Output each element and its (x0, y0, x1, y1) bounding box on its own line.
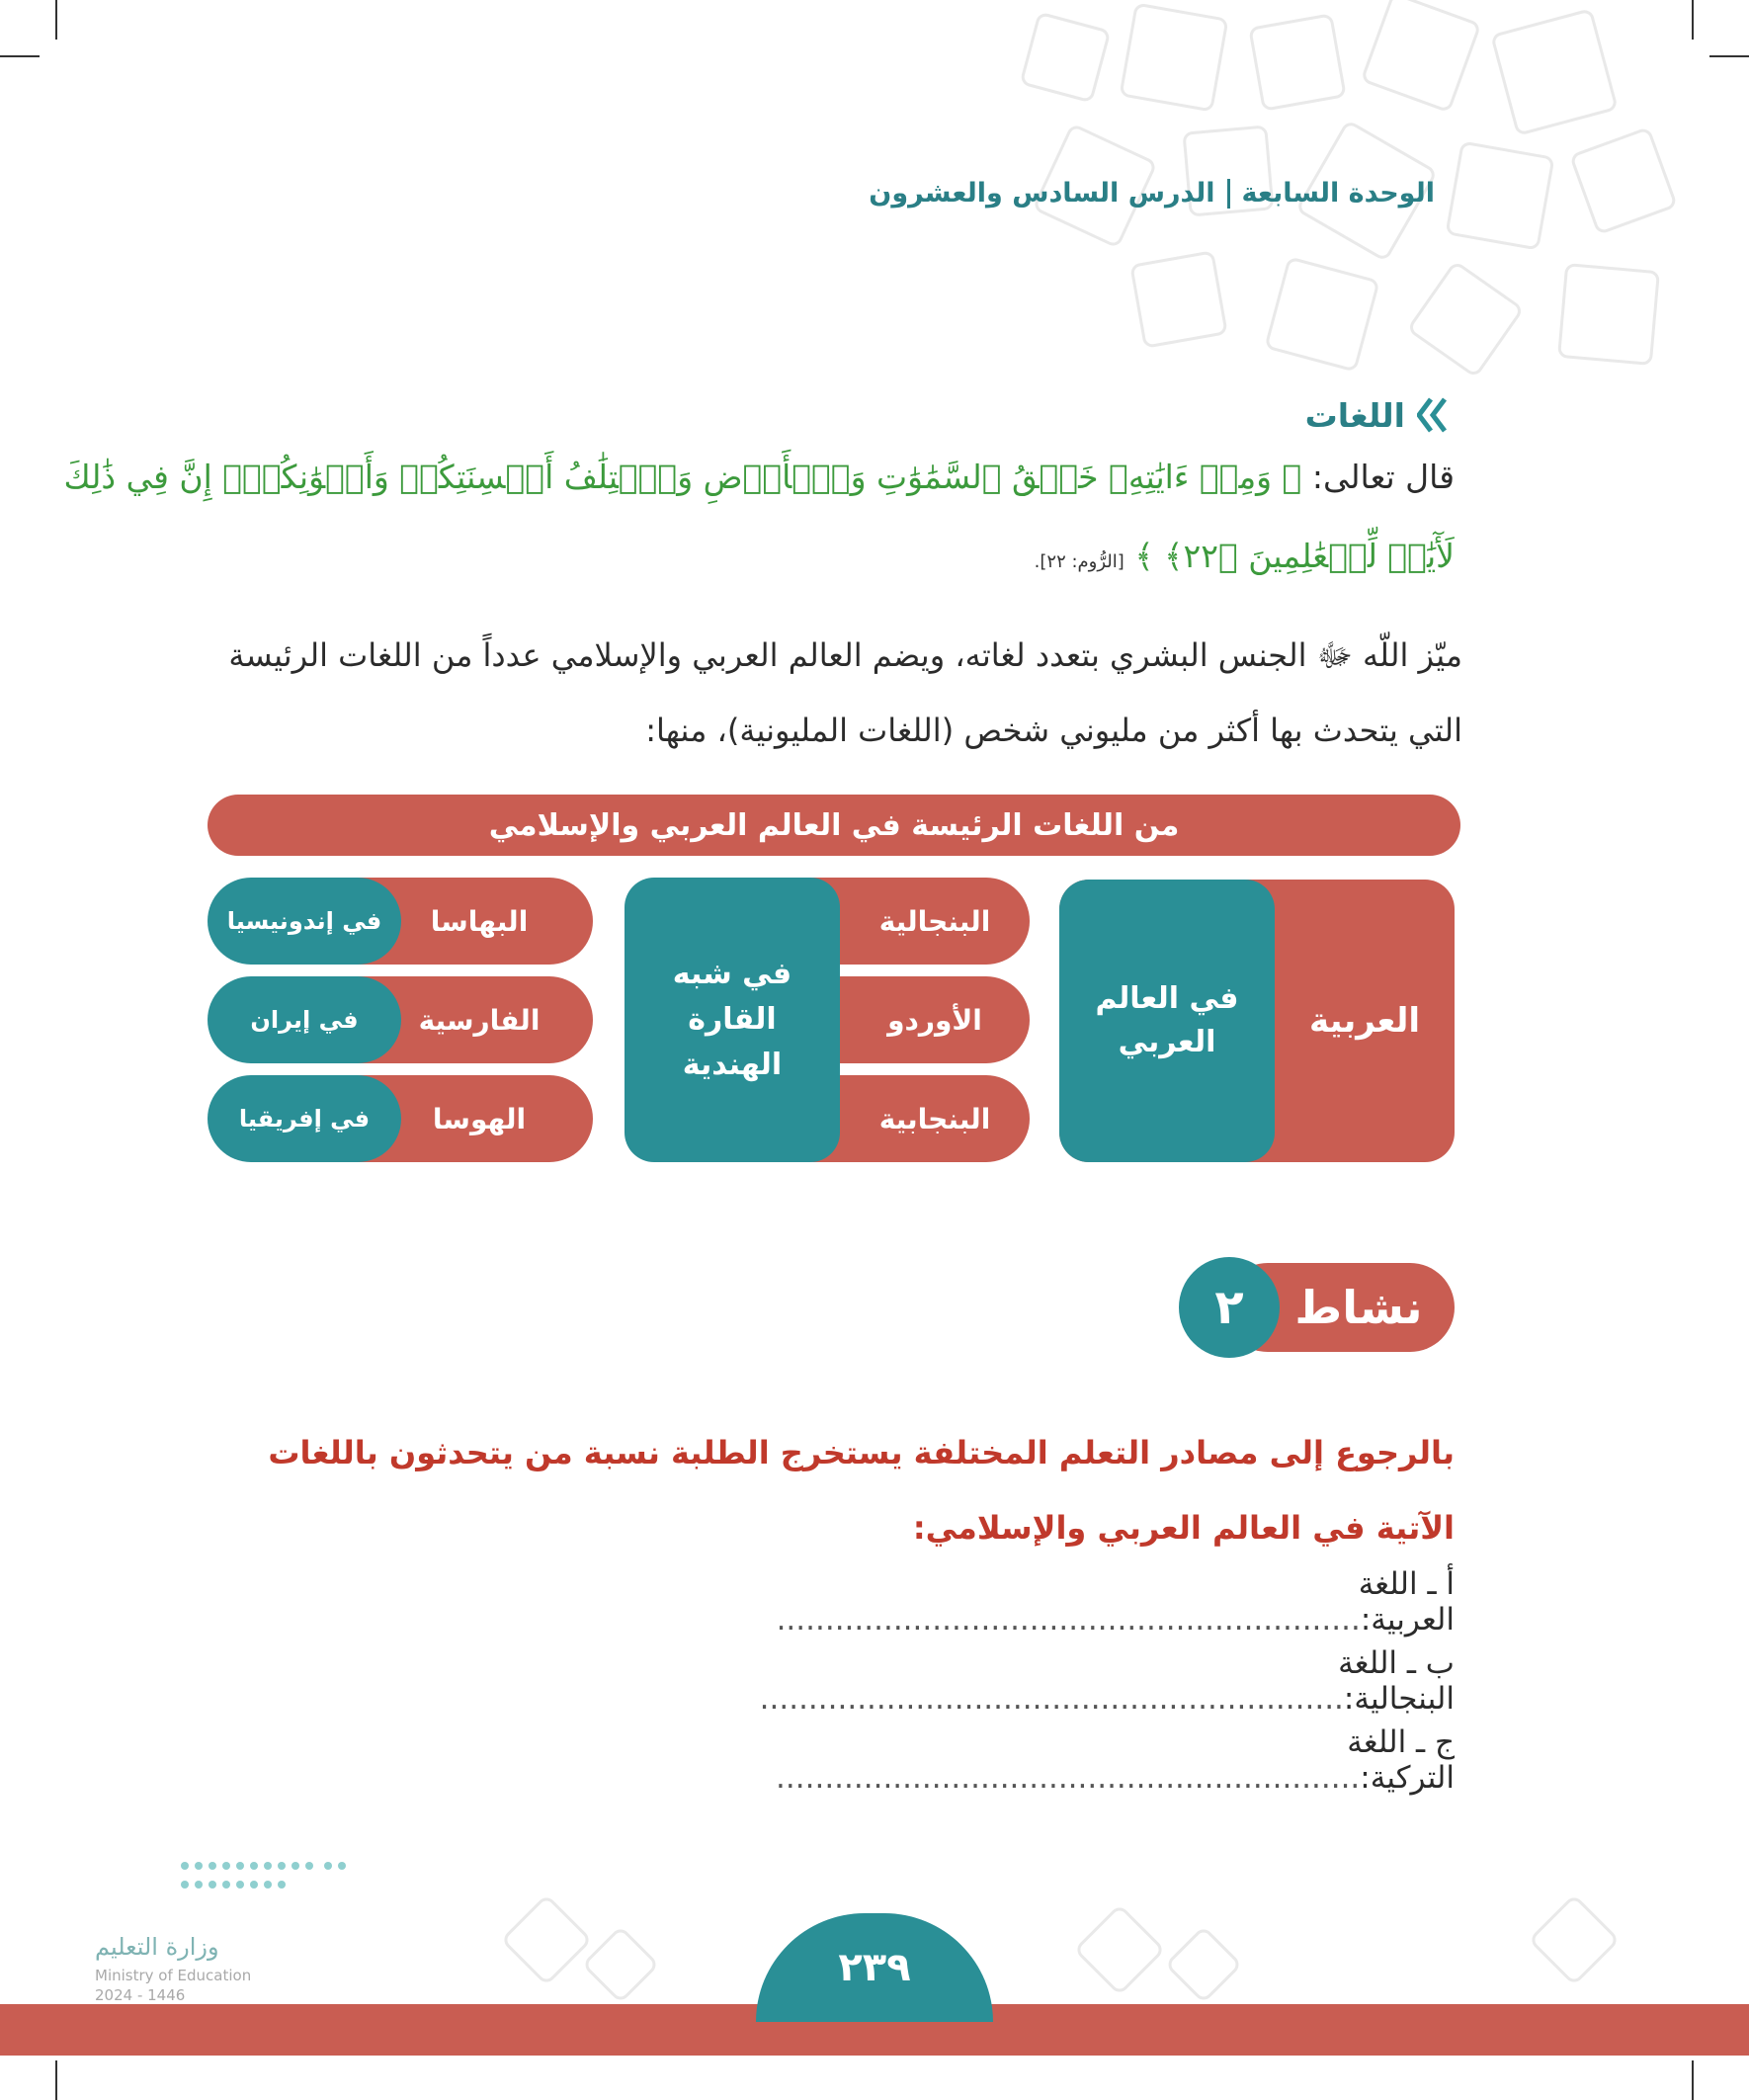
language-punjabi: البنجابية (771, 1075, 1030, 1162)
unit-title: الوحدة السابعة (1241, 178, 1435, 209)
language-hausa: الهوسا (257, 1075, 593, 1162)
arabic-region-box: في العالم العربي (1059, 880, 1275, 1162)
quran-quote-line2 (180, 522, 1455, 597)
activity-number-badge: ٢ (1179, 1257, 1280, 1358)
page-header (869, 178, 1435, 209)
quran-text-1: ﴿ وَمِنۡ ءَايَٰتِهِۦ خَلۡقُ ٱلسَّمَٰوَٰتِ وَٱلۡأَرۡضِ وَٱخۡتِلَٰفُ أَلۡسِنَتِكُمۡ وَأَلۡوَٰنِكُمۡۚ إِنَّ فِي ذَٰلِكَ (63, 458, 1302, 496)
crop-mark (1709, 55, 1749, 57)
quran-text-2: لَأٓيَٰتٖ لِّلۡعَٰلِمِينَ ﴿٢٢﴾ ﴾ (1134, 537, 1455, 575)
quran-reference: [الرُّوم: ٢٢]. (1034, 551, 1124, 572)
answer-blank-b[interactable]: ............................................................ (759, 1681, 1344, 1717)
intro-paragraph: ميّز اللّه ﷻ الجنس البشري بتعدد لغاته، ويضم العالم العربي والإسلامي عدداً من اللغات الرئيسة التي يتحدث بها أكثر من مليوني شخص (اللغات المليونية)، منها: (228, 636, 1462, 749)
answer-blank-a[interactable]: ............................................................ (776, 1602, 1361, 1638)
region-indonesia: في إندونيسيا (208, 878, 401, 965)
ministry-logo (178, 1858, 356, 1895)
crop-mark (0, 55, 40, 57)
language-bengali: البنجالية (771, 878, 1030, 965)
language-persian: الفارسية (257, 976, 593, 1063)
crop-mark (1692, 0, 1694, 40)
answer-line-c (704, 1724, 1455, 1796)
arabic-language-label: العربية (1308, 1001, 1421, 1041)
lesson-title: الدرس السادس والعشرون (869, 178, 1215, 209)
quran-quote-line1 (63, 443, 1455, 512)
answer-label-a: أ ـ اللغة العربية: (1358, 1566, 1455, 1638)
double-chevron-icon (1417, 395, 1455, 435)
region-iran: في إيران (208, 976, 401, 1063)
language-urdu: الأوردو (771, 976, 1030, 1063)
activity-label-text: نشاط (1294, 1281, 1423, 1334)
answer-label-b: ب ـ اللغة البنجالية: (1338, 1645, 1455, 1717)
ministry-name-ar: وزارة التعليم (95, 1933, 219, 1961)
language-bahasa: البهاسا (257, 878, 593, 965)
answer-line-b (704, 1645, 1455, 1717)
subcontinent-region-box: في شبه القارة الهندية (625, 878, 840, 1162)
header-divider (1227, 179, 1230, 209)
activity-question: بالرجوع إلى مصادر التعلم المختلفة يستخرج الطلبة نسبة من يتحدثون باللغات الآتية في العالم العربي والإسلامي: (268, 1434, 1455, 1547)
crop-mark (55, 0, 57, 40)
page-number: ٢٣٩ (756, 1913, 993, 2022)
ministry-name-en: Ministry of Education (95, 1967, 252, 1984)
section-heading (1305, 395, 1455, 435)
answer-line-a (704, 1566, 1455, 1638)
region-africa: في إفريقيا (208, 1075, 401, 1162)
diagram-banner: من اللغات الرئيسة في العالم العربي والإسلامي (208, 795, 1460, 856)
crop-mark (55, 2060, 57, 2100)
crop-mark (1692, 2060, 1694, 2100)
answer-label-c: ج ـ اللغة التركية: (1347, 1724, 1455, 1796)
answer-blank-c[interactable]: ............................................................ (776, 1760, 1361, 1796)
section-title: اللغات (1304, 395, 1405, 435)
quote-intro: قال تعالى: (1311, 458, 1455, 496)
ministry-year: 2024 - 1446 (95, 1986, 186, 2004)
